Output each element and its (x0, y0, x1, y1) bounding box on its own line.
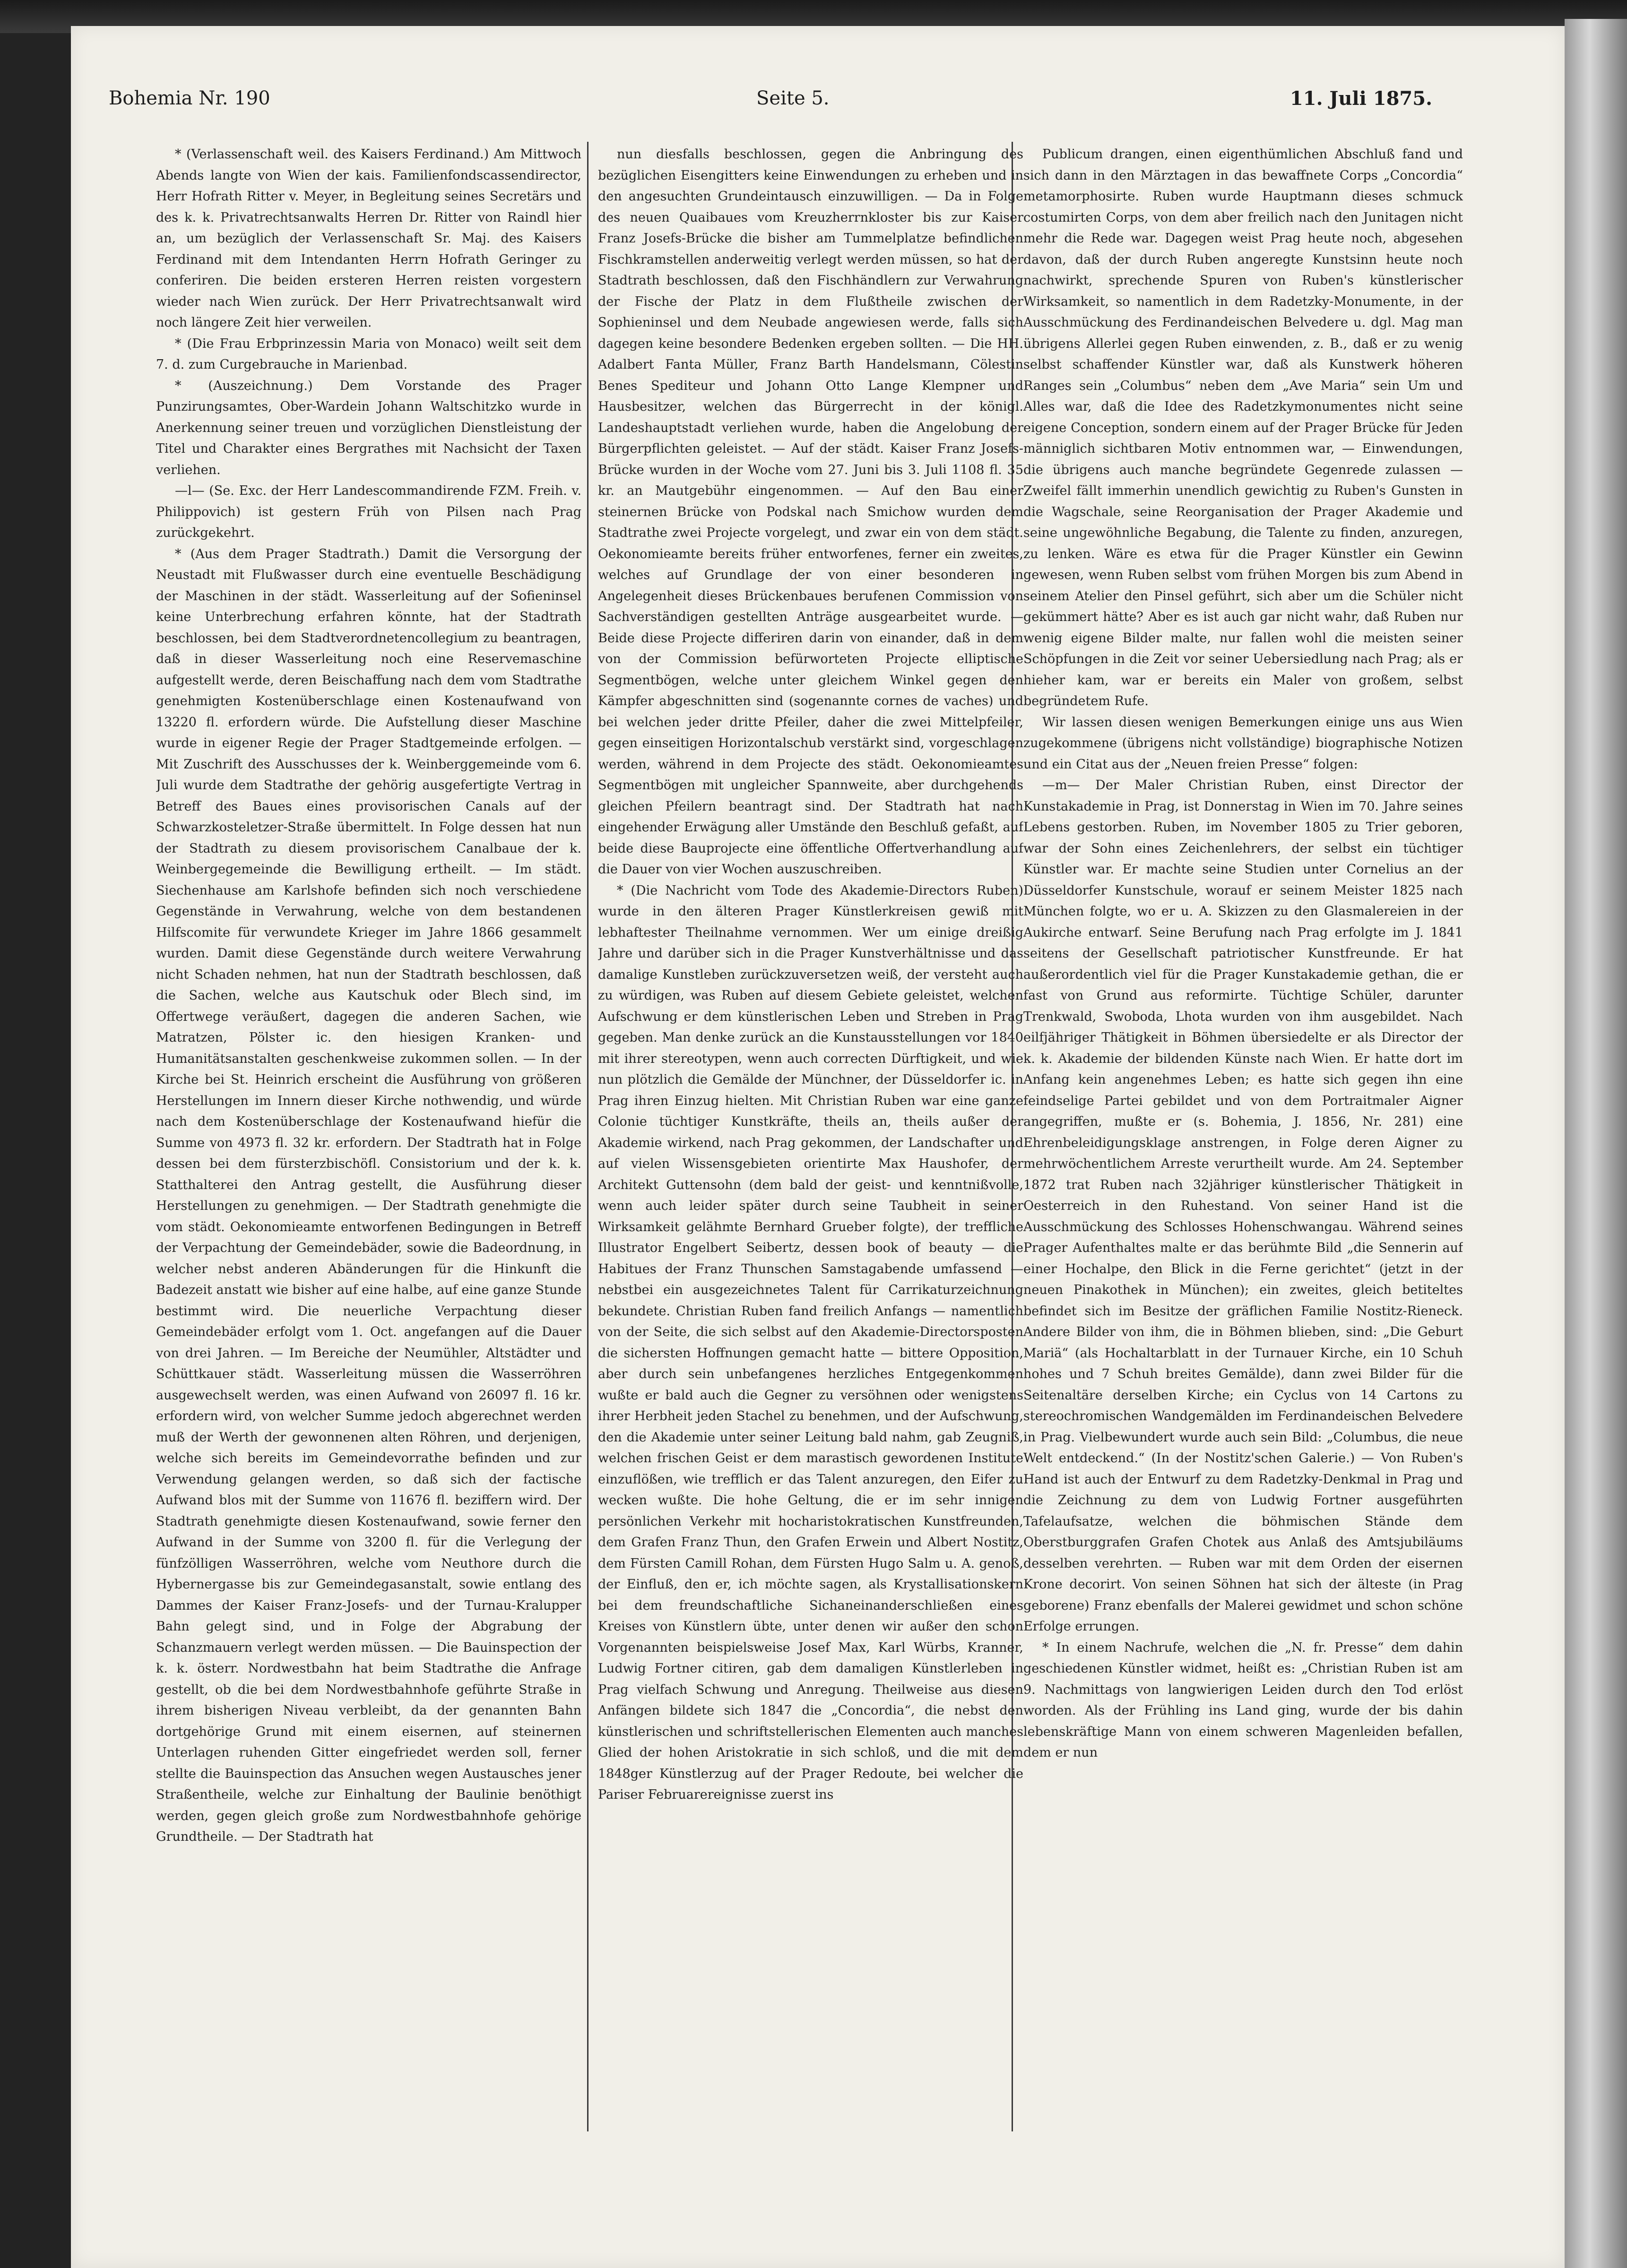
column-2 (598, 144, 1023, 2129)
article-paragraph: * In einem Nachrufe, welchen die „N. fr. Presse“ dem dahin geschiedenen Künstler widmet, heißt es: „Christian Ruben ist am 9. Nachmittags von langwierigen Leiden durch den Tod erlöst worden. Als der Frühling ins Land ging, wurde der bis dahin lebenskräftige Mann von einem schweren Magenleiden befallen, dem er nun (1023, 1640, 1463, 1760)
page-edge (1565, 19, 1627, 2268)
article-paragraph: nun diesfalls beschlossen, gegen die Anbringung des bezüglichen Eisengitters keine Einwendungen zu erheben und in den angesuchten Grundeintausch einzuwilligen. — Da in Folge des neuen Quaibaues vom Kreuzherrnkloster bis zur Kaiser Franz Josefs-Brücke die bisher am Tummelplatze befindlichen Fischkramstellen anderweitig verlegt werden müssen, so hat der Stadtrath beschlossen, daß den Fischhändlern zur Verwahrung der Fische der Platz in dem Flußtheile zwischen der Sophieninsel und dem Neubade angewiesen werde, falls sich dagegen keine besondere Bedenken ergeben sollten. — Die HH. Adalbert Fanta Müller, Franz Barth Handelsmann, Cölestin Benes Spediteur und Johann Otto Lange Klempner und Hausbesitzer, welchen das Bürgerrecht in der königl. Landeshauptstadt verliehen wurde, haben die Angelobung der Bürgerpflichten geleistet. — Auf der städt. Kaiser Franz Josefs-Brücke wurden in der Woche vom 27. Juni bis 3. Juli 1108 fl. 35 kr. an Mautgebühr eingenommen. — Auf den Bau einer steinernen Brücke von Podskal nach Smichow wurden dem Stadtrathe zwei Projecte vorgelegt, und zwar ein von dem städt. Oekonomieamte bereits früher entworfenes, ferner ein zweites, welches auf Grundlage der von einer besonderen in Angelegenheit dieses Brückenbaues berufenen Commission von Sachverständigen gestellten Anträge ausgearbeitet wurde. — Beide diese Projecte differiren darin von einander, daß in dem von der Commission befürworteten Projecte elliptische Segmentbögen, welche unter gleichem Winkel gegen den Kämpfer abgeschnitten sind (sogenannte cornes de vaches) und bei welchen jeder dritte Pfeiler, daher die zwei Mittelpfeiler, gegen einseitigen Horizontalschub verstärkt sind, vorgeschlagen werden, während in dem Projecte des städt. Oekonomieamtes Segmentbögen mit ungleicher Spannweite, aber durchgehends gleichen Pfeilern beantragt sind. Der Stadtrath hat nach eingehender Erwägung aller Umstände den Beschluß gefaßt, auf beide diese Bauprojecte eine öffentliche Offertverhandlung auf die Dauer von vier Wochen auszuschreiben. (598, 147, 1023, 877)
column-1 (156, 144, 581, 2129)
article-paragraph: —m— Der Maler Christian Ruben, einst Director der Kunstakademie in Prag, ist Donnerstag in Wien im 70. Jahre seines Lebens gestorben. Ruben, im November 1805 zu Trier geboren, war der Sohn eines Zeichenlehrers, der selbst ein tüchtiger Künstler war. Er machte seine Studien unter Cornelius an der Düsseldorfer Kunstschule, worauf er seinem Meister 1825 nach München folgte, wo er u. A. Skizzen zu den Glasmalereien in der Aukirche entwarf. Seine Berufung nach Prag erfolgte im J. 1841 seitens der Gesellschaft patriotischer Kunstfreunde. Er hat außerordentlich viel für die Prager Kunstakademie gethan, die er fast von Grund aus reformirte. Tüchtige Schüler, darunter Trenkwald, Swoboda, Lhota wurden von ihm ausgebildet. Nach eilfjähriger Thätigkeit in Böhmen übersiedelte er als Director der k. k. Akademie der bildenden Künste nach Wien. Er hatte dort im Anfang kein angenehmes Leben; es hatte sich gegen ihn eine feindselige Partei gebildet und von dem Portraitmaler Aigner angegriffen, mußte er (s. Bohemia, J. 1856, Nr. 281) eine Ehrenbeleidigungsklage anstrengen, in Folge deren Aigner zu mehrwöchentlichem Arreste verurtheilt wurde. Am 24. September 1872 trat Ruben nach 32jähriger künstlerischer Thätigkeit in Oesterreich in den Ruhestand. Von seiner Hand ist die Ausschmückung des Schlosses Hohenschwangau. Während seines Prager Aufenthaltes malte er das berühmte Bild „die Sennerin auf einer Hochalpe, den Blick in die Ferne gerichtet“ (jetzt in der neuen Pinakothek in München); ein zweites, gleich betiteltes befindet sich im Besitze der gräflichen Familie Nostitz-Rieneck. Andere Bilder von ihm, die in Böhmen blieben, sind: „Die Geburt Mariä“ (als Hochaltarblatt in der Turnauer Kirche, ein 10 Schuh hohes und 7 Schuh breites Gemälde), dann zwei Bilder für die Seitenaltäre derselben Kirche; ein Cyclus von 14 Cartons zu stereochromischen Wandgemälden im Ferdinandeischen Belvedere in Prag. Vielbewundert wurde auch sein Bild: „Columbus, die neue Welt entdeckend.“ (In der Nostitz'schen Galerie.) — Von Ruben's Hand ist auch der Entwurf zu dem Radetzky-Denkmal in Prag und die Zeichnung zu dem von Ludwig Fortner ausgeführten Tafelaufsatze, welchen die böhmischen Stände dem Oberstburggrafen Grafen Chotek aus Anlaß des Amtsjubiläums desselben verehrten. — Ruben war mit dem Orden der eisernen Krone decorirt. Von seinen Söhnen hat sich der älteste (in Prag geborene) Franz ebenfalls der Malerei gewidmet und schon schöne Erfolge errungen. (1023, 778, 1463, 1634)
column-rule (587, 142, 588, 2131)
article-paragraph: * (Die Frau Erbprinzessin Maria von Monaco) weilt seit dem 7. d. zum Curgebrauche in Marienbad. (156, 336, 581, 372)
article-paragraph: * (Auszeichnung.) Dem Vorstande des Prager Punzirungsamtes, Ober-Wardein Johann Waltschitzko wurde in Anerkennung seiner treuen und vorzüglichen Dienstleistung der Titel und Charakter eines Bergrathes mit Nachsicht der Taxen verliehen. (156, 378, 581, 477)
article-paragraph: * (Aus dem Prager Stadtrath.) Damit die Versorgung der Neustadt mit Flußwasser durch eine eventuelle Beschädigung der Maschinen in der städt. Wasserleitung auf der Sofieninsel keine Unterbrechung erfahren könnte, hat der Stadtrath beschlossen, bei dem Stadtverordnetencollegium zu beantragen, daß in dieser Wasserleitung noch eine Reservemaschine aufgestellt werde, deren Beischaffung nach dem vom Stadtrathe genehmigten Kostenüberschlage einen Kostenaufwand von 13220 fl. erfordern würde. Die Aufstellung dieser Maschine wurde in eigener Regie der Prager Stadtgemeinde erfolgen. — Mit Zuschrift des Ausschusses der k. Weinberggemeinde vom 6. Juli wurde dem Stadtrathe der gehörig ausgefertigte Vertrag in Betreff des Baues eines provisorischen Canals auf der Schwarzkosteletzer-Straße übermittelt. In Folge dessen hat nun der Stadtrath zu diesem provisorischem Canalbaue der k. Weinbergegemeinde die Bewilligung ertheilt. — Im städt. Siechenhause am Karlshofe befinden sich noch verschiedene Gegenstände in Verwahrung, welche von dem bestandenen Hilfscomite für verwundete Krieger im Jahre 1866 gesammelt wurden. Damit diese Gegenstände durch weitere Verwahrung nicht Schaden nehmen, hat nun der Stadtrath beschlossen, daß die Sachen, welche aus Kautschuk oder Blech sind, im Offertwege veräußert, dagegen die anderen Sachen, wie Matratzen, Pölster ic. den hiesigen Kranken- und Humanitätsanstalten geschenkweise zukommen sollen. — In der Kirche bei St. Heinrich erscheint die Ausführung von größeren Herstellungen im Innern dieser Kirche nothwendig, und würde nach dem Kostenüberschlage der Kostenaufwand hiefür die Summe von 4973 fl. 32 kr. erfordern. Der Stadtrath hat in Folge dessen bei dem fürsterzbischöfl. Consistorium und der k. k. Statthalterei den Antrag gestellt, die Ausführung dieser Herstellungen zu genehmigen. — Der Stadtrath genehmigte die vom städt. Oekonomieamte entworfenen Bedingungen in Betreff der Verpachtung der Gemeindebäder, sowie die Badeordnung, in welcher nebst anderen Abänderungen für die Hinkunft die Badezeit anstatt wie bisher auf eine halbe, auf eine ganze Stunde bestimmt wird. Die neuerliche Verpachtung dieser Gemeindebäder erfolgt vom 1. Oct. angefangen auf die Dauer von drei Jahren. — Im Bereiche der Neumühler, Altstädter und Schüttkauer städt. Wasserleitung müssen die Wasserröhren ausgewechselt werden, was einen Aufwand von 26097 fl. 16 kr. erfordern wird, von welcher Summe jedoch abgerechnet werden muß der Werth der gewonnenen alten Röhren, und derjenigen, welche sich bereits im Gemeindevorrathe befinden und zur Verwendung gelangen werden, so daß sich der factische Aufwand blos mit der Summe von 11676 fl. beziffern wird. Der Stadtrath genehmigte diesen Kostenaufwand, sowie ferner den Aufwand in der Summe von 3200 fl. für die Verlegung der fünfzölligen Wasserröhren, welche vom Neuthore durch die Hybernergasse bis zur Gemeindegasanstalt, sowie entlang des Dammes der Kaiser Franz-Josefs- und der Turnau-Kralupper Bahn gelegt sind, und in Folge der Abgrabung der Schanzmauern verlegt werden müssen. — Die Bauinspection der k. k. österr. Nordwestbahn hat beim Stadtrathe die Anfrage gestellt, ob die bei dem Nordwestbahnhofe geführte Straße in ihrem bisherigen Niveau verbleibt, da der genannten Bahn dortgehörige Grund mit einem eisernen, auf steinernen Unterlagen ruhenden Gitter eingefriedet werden soll, ferner stellte die Bauinspection das Ansuchen wegen Austausches jener Straßentheile, welche zur Einhaltung der Baulinie benöthigt werden, gegen gleich große zum Nordwestbahnhofe gehörige Grundtheile. — Der Stadtrath hat (156, 546, 581, 1844)
article-paragraph: —l— (Se. Exc. der Herr Landescommandirende FZM. Freih. v. Philippovich) ist gestern Früh von Pilsen nach Prag zurückgekehrt. (156, 483, 581, 540)
article-paragraph: Wir lassen diesen wenigen Bemerkungen einige uns aus Wien zugekommene (übrigens nicht vollständige) biographische Notizen und ein Citat aus der „Neuen freien Presse“ folgen: (1023, 715, 1463, 772)
paper-number: Bohemia Nr. 190 (109, 87, 270, 109)
page-number: Seite 5. (756, 87, 830, 109)
issue-date: 11. Juli 1875. (1289, 87, 1432, 110)
article-paragraph: Publicum drangen, einen eigenthümlichen Abschluß fand und sich dann in den Märztagen in das bewaffnete Corps „Concordia“ metamorphosirte. Ruben wurde Hauptmann dieses schmuck costumirten Corps, von dem aber freilich nach den Junitagen nicht mehr die Rede war. Dagegen weist Prag heute noch, abgesehen davon, daß der durch Ruben angeregte Kunstsinn heute noch nachwirkt, sprechende Spuren von Ruben's künstlerischer Wirksamkeit, so namentlich in dem Radetzky-Monumente, in der Ausschmückung des Ferdinandeischen Belvedere u. dgl. Mag man übrigens Allerlei gegen Ruben einwenden, z. B., daß er zu wenig selbst schaffender Künstler war, daß als Kunstwerk höheren Ranges sein „Columbus“ neben dem „Ave Maria“ sein Um und Alles war, daß die Idee des Radetzkymonumentes nicht seine eigene Conception, sondern einem auf der Prager Brücke für Jeden männiglich sichtbaren Motiv entnommen war, — Einwendungen, die übrigens auch manche begründete Gegenrede zulassen — Zweifel fällt immerhin unendlich gewichtig zu Ruben's Gunsten in die Wagschale, seine Reorganisation der Prager Akademie und seine ungewöhnliche Begabung, die Talente zu finden, anzuregen, zu lenken. Wäre es etwa für die Prager Künstler ein Gewinn gewesen, wenn Ruben selbst vom frühen Morgen bis zum Abend in seinem Atelier den Pinsel geführt, sich aber um die Schüler nicht gekümmert hätte? Aber es ist auch gar nicht wahr, daß Ruben nur wenig eigene Bilder malte, nur fallen wohl die meisten seiner Schöpfungen in die Zeit vor seiner Uebersiedlung nach Prag; als er hieher kam, war er bereits ein Maler von großem, selbst begründetem Rufe. (1023, 147, 1463, 708)
article-paragraph: * (Die Nachricht vom Tode des Akademie-Directors Ruben) wurde in den älteren Prager Künstlerkreisen gewiß mit lebhaftester Theilnahme vernommen. Wer um einige dreißig Jahre und darüber sich in die Prager Kunstverhältnisse und das damalige Kunstleben zurückzuversetzen weiß, der versteht auch zu würdigen, was Ruben auf diesem Gebiete geleistet, welchen Aufschwung er dem künstlerischen Leben und Streben in Prag gegeben. Man denke zurück an die Kunstausstellungen vor 1840 mit ihrer stereotypen, wenn auch correcten Dürftigkeit, und wie nun plötzlich die Gemälde der Münchner, der Düsseldorfer ic. in Prag ihren Einzug hielten. Mit Christian Ruben war eine ganze Colonie tüchtiger Kunstkräfte, theils an, theils außer der Akademie wirkend, nach Prag gekommen, der Landschafter und auf vielen Wissensgebieten orientirte Max Haushofer, der Architekt Guttensohn (dem bald der geist- und kenntnißvolle, wenn auch leider später durch seine Taubheit in seiner Wirksamkeit gelähmte Bernhard Grueber folgte), der treffliche Illustrator Engelbert Seibertz, dessen book of beauty — die Habitues der Franz Thunschen Samstagabende umfassend — nebstbei ein ausgezeichnetes Talent für Carrikaturzeichnung bekundete. Christian Ruben fand freilich Anfangs — namentlich von der Seite, die sich selbst auf den Akademie-Directorsposten die sichersten Hoffnungen gemacht hatte — bittere Opposition, aber durch sein unbefangenes herzliches Entgegenkommen wußte er bald auch die Gegner zu versöhnen oder wenigstens ihrer Herbheit jeden Stachel zu benehmen, und der Aufschwung, den die Akademie unter seiner Leitung bald nahm, gab Zeugniß, welchen frischen Geist er dem marastisch gewordenen Institute einzuflößen, wie trefflich er das Talent anzuregen, den Eifer zu wecken wußte. Die hohe Geltung, die er im sehr innigen persönlichen Verkehr mit hocharistokratischen Kunstfreunden, dem Grafen Franz Thun, den Grafen Erwein und Albert Nostitz, dem Fürsten Camill Rohan, dem Fürsten Hugo Salm u. A. genoß, der Einfluß, den er, ich möchte sagen, als Krystallisationskern bei dem freundschaftliche Sichaneinanderschließen eines Kreises von Künstlern übte, unter denen wir außer den schon Vorgenannten beispielsweise Josef Max, Karl Würbs, Kranner, Ludwig Fortner citiren, gab dem damaligen Künstlerleben in Prag vielfach Schwung und Anregung. Theilweise aus diesen Anfängen bildete sich 1847 die „Concordia“, die nebst den künstlerischen und schriftstellerischen Elementen auch manches Glied der hohen Aristokratie in sich schloß, und die mit dem 1848ger Künstlerzug auf der Prager Redoute, bei welcher die Pariser Februarereignisse zuerst ins (598, 883, 1023, 1802)
column-3 (1023, 144, 1463, 2129)
page-header (109, 87, 1432, 121)
article-paragraph: * (Verlassenschaft weil. des Kaisers Ferdinand.) Am Mittwoch Abends langte von Wien der kais. Familienfondscassendirector, Herr Hofrath Ritter v. Meyer, in Begleitung seines Secretärs und des k. k. Privatrechtsanwalts Herren Dr. Ritter von Raindl hier an, um bezüglich der Verlassenschaft Sr. Maj. des Kaisers Ferdinand mit dem Intendanten Herrn Hofrath Geringer zu conferiren. Die beiden ersteren Herren reisten vorgestern wieder nach Wien zurück. Der Herr Privatrechtsanwalt wird noch längere Zeit hier verweilen. (156, 147, 581, 330)
